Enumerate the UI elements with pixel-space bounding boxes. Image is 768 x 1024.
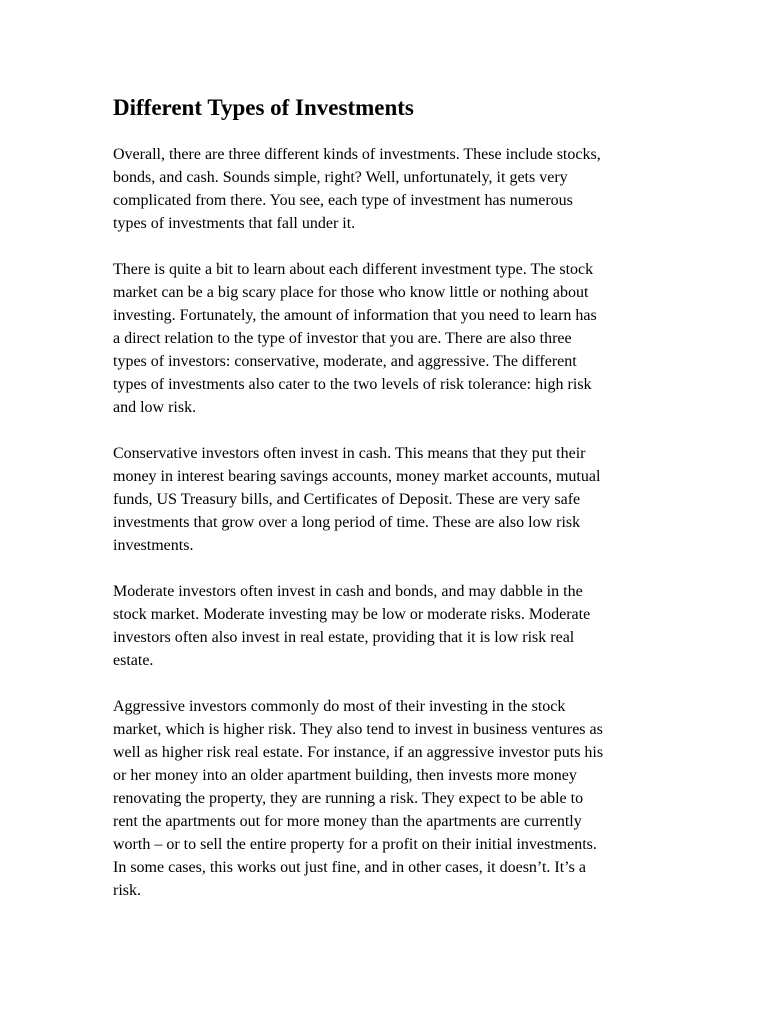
paragraph-moderate (113, 580, 643, 672)
text-line: and low risk. (113, 399, 197, 416)
document-page (113, 92, 643, 925)
text-line: types of investors: conservative, moderate, and aggressive. The different (113, 353, 577, 370)
text-line: market, which is higher risk. They also tend to invest in business ventures as (113, 721, 603, 738)
text-line: bonds, and cash. Sounds simple, right? Well, unfortunately, it gets very (113, 169, 568, 186)
text-line: Overall, there are three different kinds of investments. These include stocks, (113, 146, 601, 163)
text-line: well as higher risk real estate. For instance, if an aggressive investor puts his (113, 744, 604, 761)
paragraph-aggressive (113, 695, 643, 902)
text-line: a direct relation to the type of investor that you are. There are also three (113, 330, 572, 347)
paragraph-overview (113, 143, 643, 235)
text-line: complicated from there. You see, each type of investment has numerous (113, 192, 573, 209)
text-line: estate. (113, 652, 154, 669)
text-line: worth – or to sell the entire property for a profit on their initial investments. (113, 836, 597, 853)
text-line: renovating the property, they are running a risk. They expect to be able to (113, 790, 584, 807)
text-line: Conservative investors often invest in cash. This means that they put their (113, 445, 586, 462)
text-line: types of investments also cater to the two levels of risk tolerance: high risk (113, 376, 592, 393)
document-title: Different Types of Investments (113, 95, 414, 120)
text-line: funds, US Treasury bills, and Certificates of Deposit. These are very safe (113, 491, 581, 508)
text-line: money in interest bearing savings accounts, money market accounts, mutual (113, 468, 601, 485)
text-line: types of investments that fall under it. (113, 215, 356, 232)
text-line: Moderate investors often invest in cash and bonds, and may dabble in the (113, 583, 583, 600)
paragraph-conservative (113, 442, 643, 557)
text-line: investments that grow over a long period of time. These are also low risk (113, 514, 581, 531)
text-line: investors often also invest in real estate, providing that it is low risk real (113, 629, 575, 646)
text-line: In some cases, this works out just fine, and in other cases, it doesn’t. It’s a (113, 859, 586, 876)
text-line: rent the apartments out for more money than the apartments are currently (113, 813, 582, 830)
text-line: stock market. Moderate investing may be low or moderate risks. Moderate (113, 606, 591, 623)
paragraph-investor-types (113, 258, 643, 419)
text-line: investing. Fortunately, the amount of information that you need to learn has (113, 307, 597, 324)
text-line: risk. (113, 882, 141, 899)
text-line: Aggressive investors commonly do most of their investing in the stock (113, 698, 566, 715)
text-line: market can be a big scary place for those who know little or nothing about (113, 284, 589, 301)
text-line: investments. (113, 537, 194, 554)
text-line: or her money into an older apartment building, then invests more money (113, 767, 577, 784)
text-line: There is quite a bit to learn about each different investment type. The stock (113, 261, 594, 278)
